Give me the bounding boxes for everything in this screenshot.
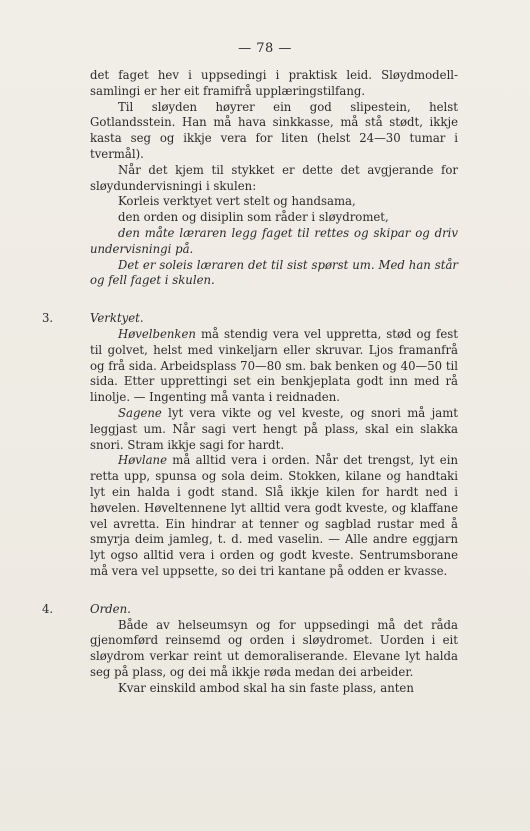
italic-list-item: den måte læraren legg faget til rettes og skipar og driv undervisningi på.	[90, 225, 458, 256]
paragraph-text: lyt vera vikte og vel kveste, og snori må jamt leggjast um. Når sagi vert hengt på plass, skal ein slakka snori. Stram ikkje sagi for hardt.	[90, 405, 458, 452]
section-heading-orden	[42, 601, 458, 618]
italic-conclusion: Det er soleis læraren det til sist spørst um. Med han står og fell faget i skulen.	[90, 257, 458, 288]
section-number: 3.	[42, 311, 54, 326]
section-title: Verktyet.	[90, 311, 144, 326]
list-item-verktyet: Korleis verktyet vert stelt og handsama,	[118, 194, 356, 209]
section-number: 4.	[42, 601, 54, 616]
paragraph-hovelbenken	[90, 327, 458, 406]
term-hovlane: Høvlane	[118, 453, 167, 468]
paragraph-text: må alltid vera i orden. Når det trengst, lyt ein retta upp, spunsa og sola deim. Stokken, kilane og handtaki lyt ein halda i godt stand. Slå ikkje kilen for hardt ned i høvelen. Høveltennene lyt alltid vera godt kveste, og klaffane vel avretta. Ein hindrar at tenner og sagblad rustar med å smyrja deim jamleg, t. d. med vaselin. — Alle andre eggjarn lyt ogso alltid vera i orden og godt kveste. Sentrumsborane må vera vel uppsette, so dei tri kantane på odden er kvasse.	[90, 453, 458, 578]
section-title: Orden.	[90, 601, 131, 616]
list-item-laeraren	[90, 226, 458, 258]
paragraph-text: må stendig vera vel uppretta, stød og fest til golvet, helst med vinkeljarn eller skruvar. Ljos framanfrå og frå sida. Arbeidsplass 70—80 sm. bak benken og 40—50 til sida. Etter upprettingi set ein benkjeplata godt inn med rå linolje. — Ingenting må vanta i reidnaden.	[90, 326, 458, 405]
list-item-orden: den orden og disiplin som råder i sløydromet,	[118, 210, 389, 225]
section-heading-verktyet	[42, 311, 458, 327]
paragraph-helseumsyn: Både av helseumsyn og for uppsedingi må det råda gjenomførd reinsemd og orden i sløydromet. Uorden i eit sløydrom verkar reint ut demoraliserande. Elevane lyt halda seg på plass, og dei må ikkje røda medan dei arbeider.	[90, 617, 458, 679]
paragraph-avgjerande: Når det kjem til stykket er dette det avgjerande for sløydundervisningi i skulen:	[90, 162, 458, 193]
term-sagene: Sagene	[118, 405, 162, 420]
term-hovelbenken: Høvelbenken	[118, 326, 196, 341]
page-body	[42, 68, 458, 696]
page-number: — 78 —	[238, 41, 292, 56]
paragraph-hovlane	[90, 453, 458, 579]
paragraph-conclusion	[90, 258, 458, 290]
paragraph-ambod: Kvar einskild ambod skal ha sin faste plass, anten	[118, 680, 414, 695]
paragraph-slipestein: Til sløyden høyrer ein god slipestein, helst Gotlandsstein. Han må hava sinkkasse, må stå stødt, ikkje kasta seg og ikkje vera for liten (helst 24—30 tumar i tvermål).	[90, 99, 458, 161]
paragraph-sagene	[90, 406, 458, 453]
paragraph-continuation: det faget hev i uppsedingi i praktisk leid. Sløydmodell-samlingi er her eit framifrå upplæringstilfang.	[90, 68, 458, 98]
